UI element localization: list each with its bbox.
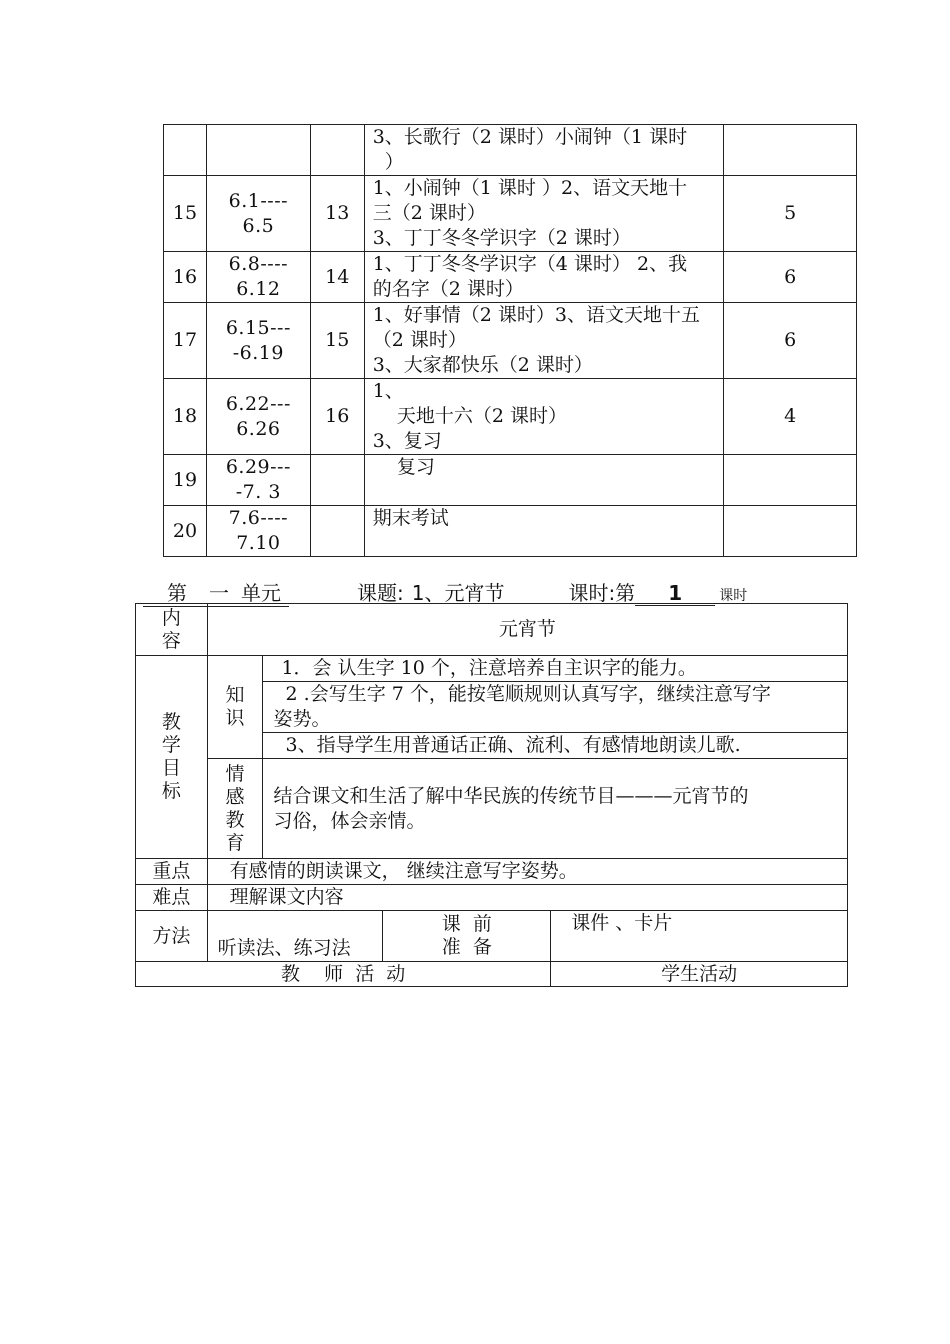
week-cell: 16: [164, 252, 207, 303]
table-row: [164, 379, 857, 455]
knowledge-goal-2: 2 .会写生字 7 个，能按笔顺规则认真写字，继续注意写字 姿势。: [263, 682, 848, 733]
content-cell: 1、丁丁冬冬学识字（4 课时） 2、我 的名字（2 课时）: [364, 252, 724, 303]
hours-cell: [724, 125, 857, 176]
prep-label: 课 前 准 备: [383, 911, 551, 962]
goals-label: 教 学 目 标: [136, 656, 208, 859]
hours-cell: [724, 455, 857, 506]
difficulty-label: 难点: [136, 885, 208, 911]
hours-cell: 4: [724, 379, 857, 455]
lesson-cell: [310, 506, 364, 557]
emotion-goal: 结合课文和生活了解中华民族的传统节目———元宵节的 习俗，体会亲情。: [263, 759, 848, 859]
week-cell: [164, 125, 207, 176]
unit-label: 第 一 单元: [143, 577, 289, 607]
date-cell: 6.1---- 6.5: [206, 176, 310, 252]
period-label: 课时:第: [568, 581, 636, 605]
date-cell: [206, 125, 310, 176]
table-row: [164, 176, 857, 252]
content-cell: 3、长歌行（2 课时）小闹钟（1 课时 ）: [364, 125, 724, 176]
table-row: [136, 656, 848, 682]
date-cell: 6.29--- -7. 3: [206, 455, 310, 506]
lesson-cell: 16: [310, 379, 364, 455]
week-cell: 19: [164, 455, 207, 506]
lesson-plan-table: [135, 603, 848, 987]
table-row: [164, 506, 857, 557]
lesson-cell: 14: [310, 252, 364, 303]
table-row: [136, 885, 848, 911]
content-cell: 复习: [364, 455, 724, 506]
prep: 课件 、卡片: [551, 911, 848, 962]
date-cell: 6.22--- 6.26: [206, 379, 310, 455]
table-row: [164, 455, 857, 506]
schedule-table: [163, 124, 857, 557]
knowledge-goal-1: 1．会 认生字 10 个，注意培养自主识字的能力。: [263, 656, 848, 682]
topic-label: 课题:: [357, 581, 404, 605]
lesson-cell: 13: [310, 176, 364, 252]
table-row: [136, 911, 848, 962]
week-cell: 15: [164, 176, 207, 252]
date-cell: 6.15--- -6.19: [206, 303, 310, 379]
table-row: [136, 859, 848, 885]
lesson-cell: [310, 125, 364, 176]
lesson-content: 元宵节: [207, 604, 847, 656]
knowledge-label: 知 识: [207, 656, 263, 759]
method: 听读法、练习法: [207, 911, 383, 962]
period-unit: 课时: [719, 588, 748, 604]
lesson-cell: [310, 455, 364, 506]
table-row: [164, 252, 857, 303]
content-cell: 1、好事情（2 课时）3、语文天地十五 （2 课时） 3、大家都快乐（2 课时）: [364, 303, 724, 379]
lesson-cell: 15: [310, 303, 364, 379]
content-cell: 1、 天地十六（2 课时） 3、复习: [364, 379, 724, 455]
table-row: [136, 759, 848, 859]
date-cell: 6.8---- 6.12: [206, 252, 310, 303]
difficulty-point: 理解课文内容: [207, 885, 847, 911]
knowledge-goal-3: 3、指导学生用普通话正确、流利、有感情地朗读儿歌.: [263, 733, 848, 759]
hours-cell: [724, 506, 857, 557]
table-row: [164, 303, 857, 379]
method-label: 方法: [136, 911, 208, 962]
table-row: [164, 125, 857, 176]
week-cell: 17: [164, 303, 207, 379]
content-cell: 期末考试: [364, 506, 724, 557]
content-cell: 1、小闹钟（1 课时 ）2、语文天地十 三（2 课时） 3、丁丁冬冬学识字（2 课时）: [364, 176, 724, 252]
content-label: 内 容: [136, 604, 208, 656]
hours-cell: 5: [724, 176, 857, 252]
student-activity-label: 学生活动: [551, 962, 848, 987]
key-point: 有感情的朗读课文， 继续注意写字姿势。: [207, 859, 847, 885]
key-label: 重点: [136, 859, 208, 885]
teacher-activity-label: 教 师 活 动: [136, 962, 551, 987]
hours-cell: 6: [724, 252, 857, 303]
topic: 1、元宵节: [411, 581, 505, 605]
emotion-label: 情 感 教 育: [207, 759, 263, 859]
week-cell: 18: [164, 379, 207, 455]
table-row: [136, 604, 848, 656]
period-number: 1: [635, 581, 715, 606]
table-row: [136, 962, 848, 987]
date-cell: 7.6---- 7.10: [206, 506, 310, 557]
hours-cell: 6: [724, 303, 857, 379]
week-cell: 20: [164, 506, 207, 557]
